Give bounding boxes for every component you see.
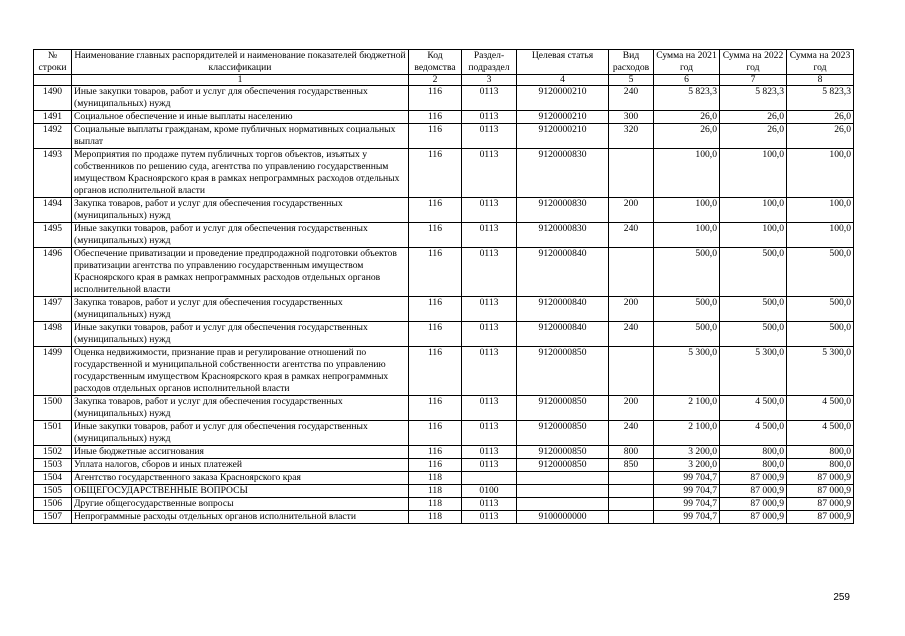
- item-name-cell: Оценка недвижимости, признание прав и регулирование отношений по государственной и муниципальной собственности агентства по управлению государственным имуществом Красноярского края в рамках непрограммных расходов отдельных органов исполнительной власти: [72, 347, 409, 396]
- table-row: [34, 86, 854, 111]
- expense-type-cell: 850: [609, 459, 654, 472]
- sum-2021-cell: 99 704,7: [654, 498, 720, 511]
- table-row: [34, 498, 854, 511]
- target-article-cell: [517, 472, 609, 485]
- department-code-cell: 116: [409, 347, 462, 396]
- table-row: [34, 297, 854, 322]
- section-cell: 0113: [462, 198, 517, 223]
- table-row: [34, 472, 854, 485]
- column-number: 4: [517, 75, 609, 86]
- table-row: [34, 223, 854, 248]
- row-number-cell: 1496: [34, 248, 72, 297]
- row-number-cell: 1500: [34, 396, 72, 421]
- row-number-cell: 1506: [34, 498, 72, 511]
- target-article-cell: 9120000840: [517, 248, 609, 297]
- target-article-cell: 9120000210: [517, 111, 609, 124]
- sum-2022-cell: 87 000,9: [720, 472, 787, 485]
- item-name-cell: Мероприятия по продаже путем публичных торгов объектов, изъятых у собственников по решению суда, агентства по управлению государственным имуществом Красноярского края в рамках непрограммных расходов отдельных органов исполнительной власти: [72, 149, 409, 198]
- target-article-cell: [517, 498, 609, 511]
- section-cell: 0113: [462, 111, 517, 124]
- row-number-cell: 1503: [34, 459, 72, 472]
- item-name-cell: Иные закупки товаров, работ и услуг для обеспечения государственных (муниципальных) нужд: [72, 421, 409, 446]
- sum-2022-cell: 500,0: [720, 297, 787, 322]
- expense-type-cell: [609, 347, 654, 396]
- sum-2022-cell: 5 823,3: [720, 86, 787, 111]
- section-cell: 0113: [462, 396, 517, 421]
- target-article-cell: 9120000830: [517, 198, 609, 223]
- section-cell: 0100: [462, 485, 517, 498]
- sum-2021-cell: 99 704,7: [654, 511, 720, 524]
- item-name-cell: Агентство государственного заказа Красноярского края: [72, 472, 409, 485]
- target-article-cell: 9100000000: [517, 511, 609, 524]
- item-name-cell: Закупка товаров, работ и услуг для обеспечения государственных (муниципальных) нужд: [72, 396, 409, 421]
- column-number: 5: [609, 75, 654, 86]
- table-row: [34, 124, 854, 149]
- department-code-cell: 116: [409, 124, 462, 149]
- department-code-cell: 116: [409, 248, 462, 297]
- item-name-cell: ОБЩЕГОСУДАРСТВЕННЫЕ ВОПРОСЫ: [72, 485, 409, 498]
- section-cell: 0113: [462, 297, 517, 322]
- expense-type-cell: [609, 248, 654, 297]
- sum-2022-cell: 87 000,9: [720, 498, 787, 511]
- sum-2022-cell: 800,0: [720, 459, 787, 472]
- sum-2021-cell: 100,0: [654, 149, 720, 198]
- sum-2023-cell: 87 000,9: [787, 498, 854, 511]
- section-cell: [462, 472, 517, 485]
- expense-type-cell: 240: [609, 86, 654, 111]
- sum-2022-cell: 100,0: [720, 198, 787, 223]
- row-number-cell: 1497: [34, 297, 72, 322]
- section-cell: 0113: [462, 223, 517, 248]
- sum-2021-cell: 5 823,3: [654, 86, 720, 111]
- sum-2023-cell: 87 000,9: [787, 472, 854, 485]
- target-article-cell: 9120000850: [517, 421, 609, 446]
- row-number-cell: 1502: [34, 446, 72, 459]
- department-code-cell: 118: [409, 498, 462, 511]
- header-target-article: Целевая статья: [517, 50, 609, 75]
- sum-2022-cell: 4 500,0: [720, 396, 787, 421]
- sum-2021-cell: 99 704,7: [654, 485, 720, 498]
- row-number-cell: 1495: [34, 223, 72, 248]
- sum-2021-cell: 500,0: [654, 322, 720, 347]
- section-cell: 0113: [462, 248, 517, 297]
- target-article-cell: 9120000830: [517, 223, 609, 248]
- table-body: [34, 86, 854, 524]
- expense-type-cell: 240: [609, 421, 654, 446]
- section-cell: 0113: [462, 149, 517, 198]
- sum-2023-cell: 5 300,0: [787, 347, 854, 396]
- sum-2022-cell: 5 300,0: [720, 347, 787, 396]
- column-number: 8: [787, 75, 854, 86]
- sum-2022-cell: 500,0: [720, 248, 787, 297]
- section-cell: 0113: [462, 511, 517, 524]
- sum-2021-cell: 2 100,0: [654, 421, 720, 446]
- sum-2023-cell: 500,0: [787, 297, 854, 322]
- row-number-cell: 1499: [34, 347, 72, 396]
- column-number: 3: [462, 75, 517, 86]
- target-article-cell: 9120000850: [517, 446, 609, 459]
- sum-2023-cell: 100,0: [787, 223, 854, 248]
- target-article-cell: 9120000210: [517, 86, 609, 111]
- column-number: 7: [720, 75, 787, 86]
- sum-2022-cell: 100,0: [720, 149, 787, 198]
- sum-2022-cell: 87 000,9: [720, 485, 787, 498]
- sum-2022-cell: 4 500,0: [720, 421, 787, 446]
- header-sum-2023: Сумма на 2023 год: [787, 50, 854, 75]
- expense-type-cell: 200: [609, 198, 654, 223]
- header-name: Наименование главных распорядителей и наименование показателей бюджетной классификации: [72, 50, 409, 75]
- column-number: [34, 75, 72, 86]
- row-number-cell: 1501: [34, 421, 72, 446]
- department-code-cell: 116: [409, 396, 462, 421]
- expense-type-cell: 200: [609, 396, 654, 421]
- sum-2021-cell: 99 704,7: [654, 472, 720, 485]
- expense-type-cell: 240: [609, 223, 654, 248]
- sum-2022-cell: 800,0: [720, 446, 787, 459]
- sum-2023-cell: 500,0: [787, 322, 854, 347]
- target-article-cell: [517, 485, 609, 498]
- table-row: [34, 485, 854, 498]
- sum-2021-cell: 3 200,0: [654, 459, 720, 472]
- department-code-cell: 116: [409, 322, 462, 347]
- table-row: [34, 421, 854, 446]
- department-code-cell: 118: [409, 511, 462, 524]
- target-article-cell: 9120000850: [517, 347, 609, 396]
- expense-type-cell: [609, 511, 654, 524]
- section-cell: 0113: [462, 421, 517, 446]
- item-name-cell: Социальные выплаты гражданам, кроме публичных нормативных социальных выплат: [72, 124, 409, 149]
- sum-2022-cell: 26,0: [720, 124, 787, 149]
- department-code-cell: 116: [409, 297, 462, 322]
- sum-2022-cell: 26,0: [720, 111, 787, 124]
- sum-2021-cell: 26,0: [654, 111, 720, 124]
- department-code-cell: 118: [409, 485, 462, 498]
- expense-type-cell: [609, 498, 654, 511]
- row-number-cell: 1507: [34, 511, 72, 524]
- sum-2023-cell: 800,0: [787, 459, 854, 472]
- item-name-cell: Другие общегосударственные вопросы: [72, 498, 409, 511]
- table-row: [34, 446, 854, 459]
- expense-type-cell: 800: [609, 446, 654, 459]
- header-department-code: Код ведомства: [409, 50, 462, 75]
- item-name-cell: Закупка товаров, работ и услуг для обеспечения государственных (муниципальных) нужд: [72, 297, 409, 322]
- department-code-cell: 116: [409, 198, 462, 223]
- target-article-cell: 9120000840: [517, 322, 609, 347]
- header-section: Раздел-подраздел: [462, 50, 517, 75]
- department-code-cell: 116: [409, 459, 462, 472]
- target-article-cell: 9120000830: [517, 149, 609, 198]
- target-article-cell: 9120000850: [517, 459, 609, 472]
- table-row: [34, 396, 854, 421]
- section-cell: 0113: [462, 124, 517, 149]
- sum-2022-cell: 100,0: [720, 223, 787, 248]
- sum-2023-cell: 4 500,0: [787, 421, 854, 446]
- column-number: 6: [654, 75, 720, 86]
- header-sum-2021: Сумма на 2021 год: [654, 50, 720, 75]
- expense-type-cell: 300: [609, 111, 654, 124]
- sum-2021-cell: 100,0: [654, 223, 720, 248]
- section-cell: 0113: [462, 322, 517, 347]
- item-name-cell: Иные закупки товаров, работ и услуг для обеспечения государственных (муниципальных) нужд: [72, 223, 409, 248]
- sum-2021-cell: 5 300,0: [654, 347, 720, 396]
- item-name-cell: Иные закупки товаров, работ и услуг для обеспечения государственных (муниципальных) нужд: [72, 86, 409, 111]
- row-number-cell: 1492: [34, 124, 72, 149]
- sum-2023-cell: 100,0: [787, 198, 854, 223]
- sum-2023-cell: 100,0: [787, 149, 854, 198]
- department-code-cell: 118: [409, 472, 462, 485]
- sum-2022-cell: 87 000,9: [720, 511, 787, 524]
- row-number-cell: 1493: [34, 149, 72, 198]
- section-cell: 0113: [462, 446, 517, 459]
- expense-type-cell: 240: [609, 322, 654, 347]
- target-article-cell: 9120000210: [517, 124, 609, 149]
- expense-type-cell: 320: [609, 124, 654, 149]
- column-number-row: [34, 75, 854, 86]
- table-row: [34, 149, 854, 198]
- expense-type-cell: 200: [609, 297, 654, 322]
- department-code-cell: 116: [409, 149, 462, 198]
- department-code-cell: 116: [409, 421, 462, 446]
- department-code-cell: 116: [409, 86, 462, 111]
- sum-2023-cell: 26,0: [787, 111, 854, 124]
- item-name-cell: Иные закупки товаров, работ и услуг для обеспечения государственных (муниципальных) нужд: [72, 322, 409, 347]
- column-number: 1: [72, 75, 409, 86]
- sum-2021-cell: 100,0: [654, 198, 720, 223]
- item-name-cell: Непрограммные расходы отдельных органов исполнительной власти: [72, 511, 409, 524]
- item-name-cell: Обеспечение приватизации и проведение предпродажной подготовки объектов приватизации агентства по управлению государственным имуществом Красноярского края в рамках непрограммных расходов отдельных органов исполнительной власти: [72, 248, 409, 297]
- header-row: [34, 50, 854, 75]
- row-number-cell: 1494: [34, 198, 72, 223]
- table-row: [34, 459, 854, 472]
- sum-2021-cell: 500,0: [654, 248, 720, 297]
- section-cell: 0113: [462, 459, 517, 472]
- row-number-cell: 1490: [34, 86, 72, 111]
- sum-2022-cell: 500,0: [720, 322, 787, 347]
- expense-type-cell: [609, 485, 654, 498]
- sum-2023-cell: 87 000,9: [787, 511, 854, 524]
- expense-type-cell: [609, 149, 654, 198]
- sum-2021-cell: 2 100,0: [654, 396, 720, 421]
- sum-2023-cell: 87 000,9: [787, 485, 854, 498]
- department-code-cell: 116: [409, 446, 462, 459]
- table-row: [34, 198, 854, 223]
- row-number-cell: 1498: [34, 322, 72, 347]
- section-cell: 0113: [462, 86, 517, 111]
- header-sum-2022: Сумма на 2022 год: [720, 50, 787, 75]
- sum-2023-cell: 5 823,3: [787, 86, 854, 111]
- expense-type-cell: [609, 472, 654, 485]
- target-article-cell: 9120000850: [517, 396, 609, 421]
- table-row: [34, 347, 854, 396]
- budget-table: [33, 49, 854, 524]
- sum-2023-cell: 800,0: [787, 446, 854, 459]
- sum-2023-cell: 500,0: [787, 248, 854, 297]
- row-number-cell: 1504: [34, 472, 72, 485]
- sum-2023-cell: 4 500,0: [787, 396, 854, 421]
- row-number-cell: 1491: [34, 111, 72, 124]
- header-row-number: № строки: [34, 50, 72, 75]
- table-row: [34, 248, 854, 297]
- table-row: [34, 111, 854, 124]
- target-article-cell: 9120000840: [517, 297, 609, 322]
- section-cell: 0113: [462, 498, 517, 511]
- column-number: 2: [409, 75, 462, 86]
- sum-2021-cell: 26,0: [654, 124, 720, 149]
- item-name-cell: Уплата налогов, сборов и иных платежей: [72, 459, 409, 472]
- sum-2023-cell: 26,0: [787, 124, 854, 149]
- row-number-cell: 1505: [34, 485, 72, 498]
- item-name-cell: Иные бюджетные ассигнования: [72, 446, 409, 459]
- department-code-cell: 116: [409, 111, 462, 124]
- section-cell: 0113: [462, 347, 517, 396]
- department-code-cell: 116: [409, 223, 462, 248]
- item-name-cell: Закупка товаров, работ и услуг для обеспечения государственных (муниципальных) нужд: [72, 198, 409, 223]
- table-row: [34, 322, 854, 347]
- item-name-cell: Социальное обеспечение и иные выплаты населению: [72, 111, 409, 124]
- page-number: 259: [833, 592, 850, 603]
- sum-2021-cell: 3 200,0: [654, 446, 720, 459]
- table-row: [34, 511, 854, 524]
- sum-2021-cell: 500,0: [654, 297, 720, 322]
- header-expense-type: Вид расходов: [609, 50, 654, 75]
